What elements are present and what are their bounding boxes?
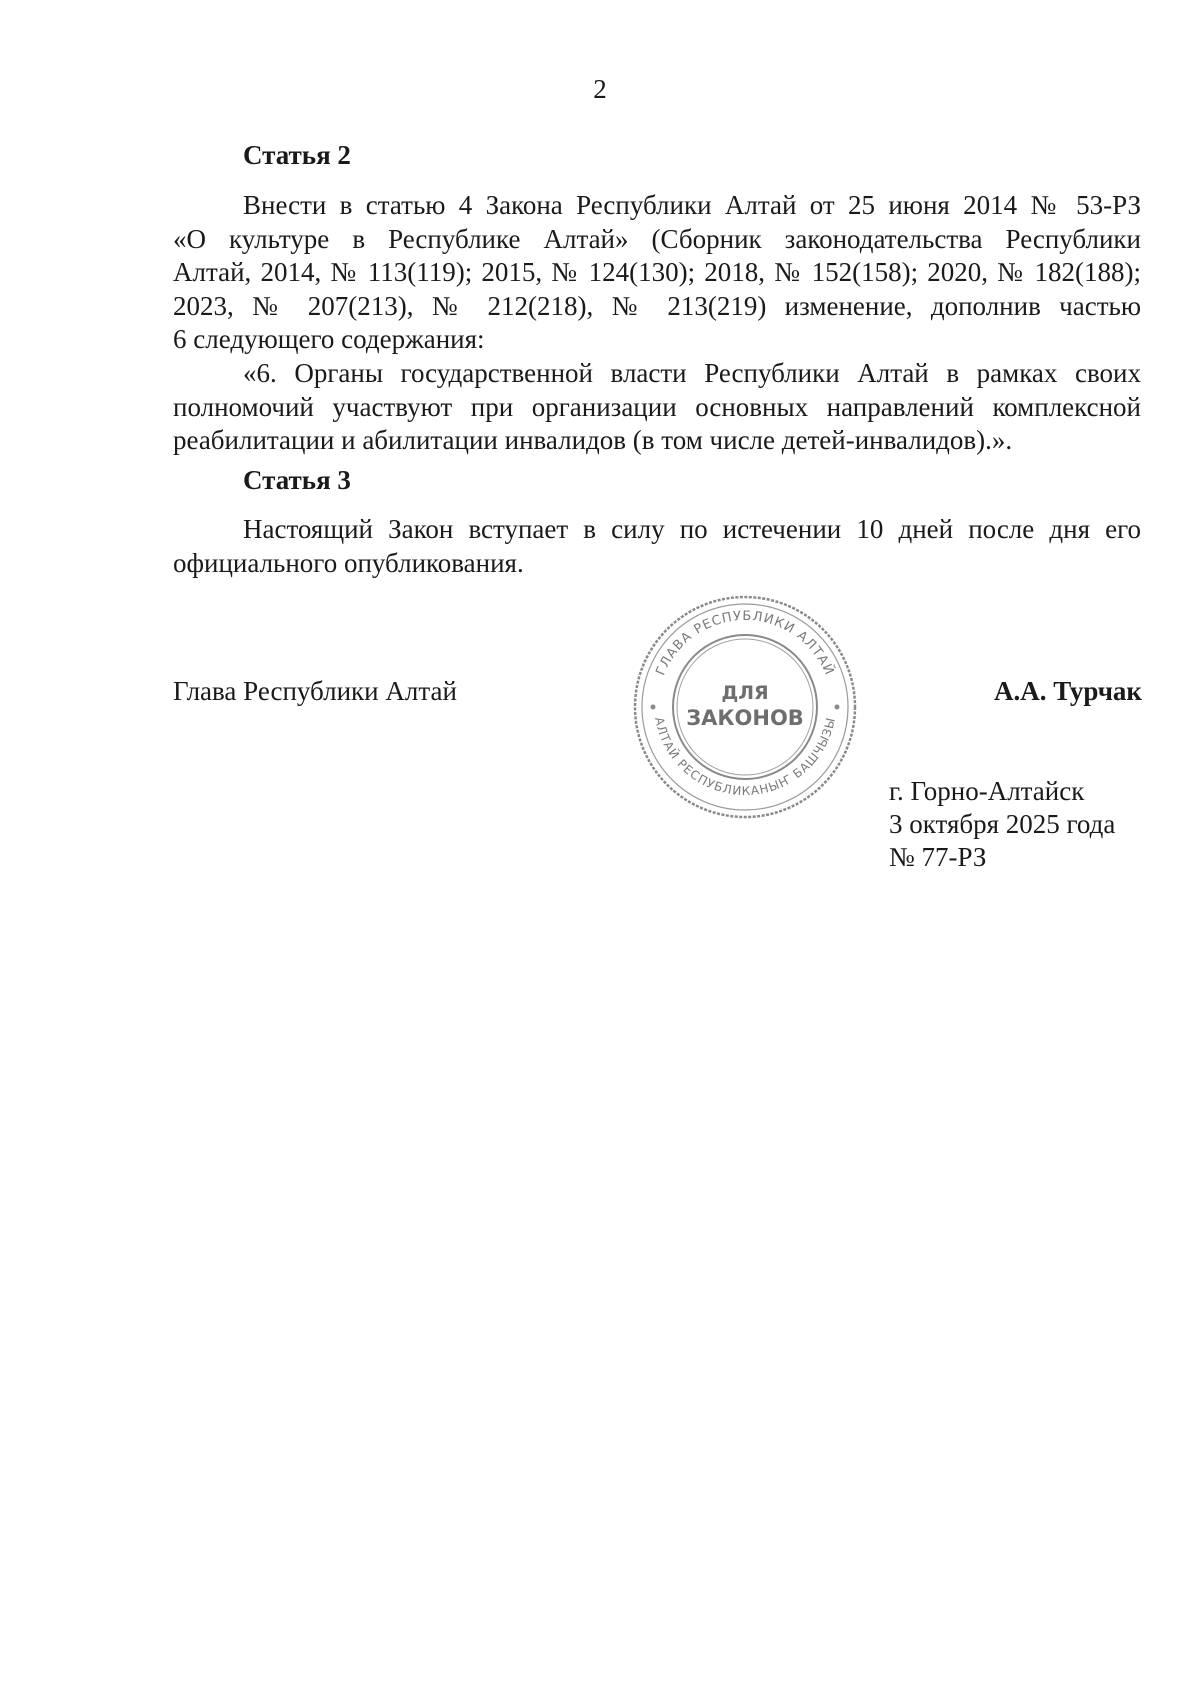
- paragraph-line: Настоящий Закон вступает в силу по истечении 10 дней после дня его: [243, 514, 1141, 544]
- paragraph-line: реабилитации и абилитации инвалидов (в том числе детей-инвалидов).».: [173, 425, 1013, 455]
- stamp-center-line-1: ДЛЯ: [721, 682, 769, 704]
- stamp-outer-text-top: ГЛАВА РЕСПУБЛИКИ АЛТАЙ: [653, 608, 837, 678]
- article-3-heading: Статья 3: [243, 465, 351, 495]
- paragraph-line: 2023, № 207(213), № 212(218), № 213(219) изменение, дополнив частью: [173, 290, 1141, 321]
- official-stamp: [630, 592, 860, 822]
- city: г. Горно-Алтайск: [889, 776, 1085, 806]
- date: 3 октября 2025 года: [889, 809, 1116, 839]
- paragraph-line: «6. Органы государственной власти Республики Алтай в рамках своих: [243, 358, 1141, 388]
- article-2-paragraph-1: [173, 189, 1141, 357]
- stamp-center-line-2: ЗАКОНОВ: [686, 706, 804, 730]
- paragraph-line: Алтай, 2014, № 113(119); 2015, № 124(130); 2018, № 152(158); 2020, № 182(188);: [173, 257, 1141, 287]
- paragraph-line: официального опубликования.: [173, 547, 524, 578]
- article-2-paragraph-2: [173, 357, 1141, 458]
- article-3-paragraph: [173, 513, 1141, 580]
- place-date-number: [889, 775, 1115, 874]
- stamp-outer-text-bottom: АЛТАЙ РЕСПУБЛИКАНЫҤ БАШЧЫЗЫ: [652, 715, 839, 799]
- article-2-heading: Статья 2: [243, 140, 351, 170]
- paragraph-line: полномочий участвуют при организации основных направлений комплексной: [173, 391, 1141, 422]
- page-number: 2: [593, 74, 607, 104]
- signatory-name: А.А. Турчак: [993, 676, 1142, 706]
- paragraph-line: «О культуре в Республике Алтай» (Сборник законодательства Республики: [173, 223, 1141, 254]
- law-number: № 77-РЗ: [889, 842, 987, 872]
- paragraph-line: Внести в статью 4 Закона Республики Алтай от 25 июня 2014 № 53-РЗ: [243, 190, 1141, 220]
- paragraph-line: 6 следующего содержания:: [173, 324, 485, 354]
- signatory-position: Глава Республики Алтай: [173, 676, 457, 706]
